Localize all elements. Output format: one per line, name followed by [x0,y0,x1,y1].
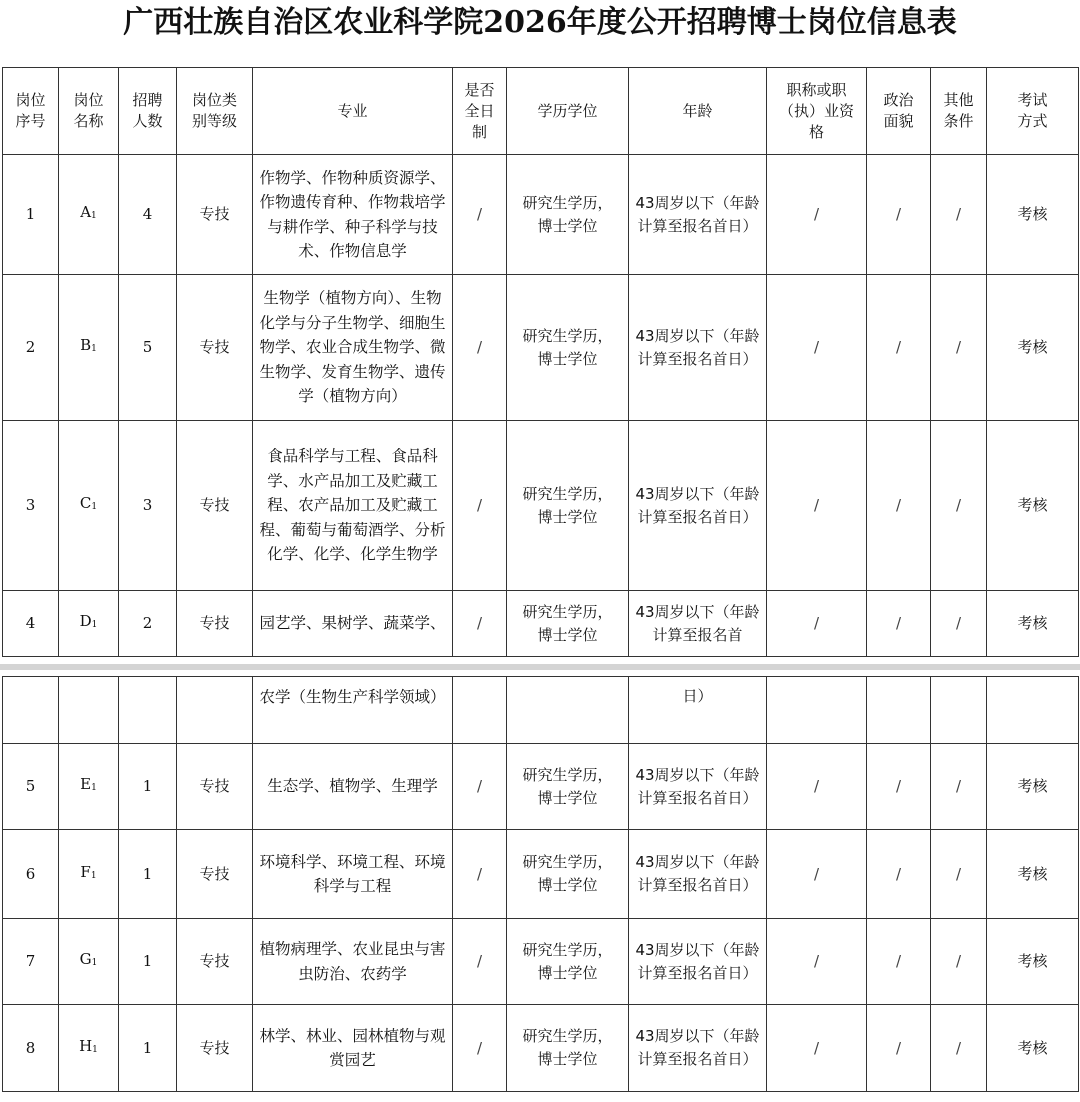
header-other: 其他条件 [931,68,987,155]
cell-fulltime: / [453,1005,507,1092]
cell-count: 5 [119,275,177,421]
cell-degree [507,275,629,421]
degree-line-2: 博士学位 [537,507,598,526]
cell-title: / [767,744,867,830]
cell-exam: 考核 [987,830,1079,919]
cell-degree [507,830,629,919]
cell-code [59,830,119,919]
cell-degree [507,744,629,830]
cell-fulltime: / [453,744,507,830]
cell-politics: / [867,155,931,275]
table-row [3,919,1079,1005]
cell-major: 植物病理学、农业昆虫与害虫防治、农药学 [253,919,453,1005]
degree-line-1: 研究生学历， [522,853,613,871]
cell-code-subscript: 1 [91,958,98,968]
degree-line-1: 研究生学历， [522,940,613,959]
cell-code [59,919,119,1005]
cell-code [59,421,119,591]
cell-other: / [931,421,987,591]
table-row [3,155,1079,275]
cell-code-letter: C [79,494,92,512]
table-row [3,275,1079,421]
cell-seq: 8 [3,1005,59,1092]
cell-age: 43周岁以下（年龄计算至报名首日） [629,744,767,830]
degree-line-1: 研究生学历， [522,484,613,503]
cell-code-subscript: 1 [91,620,98,630]
degree-line-2: 博士学位 [537,876,598,894]
cell-fulltime: / [453,275,507,421]
cell-seq: 6 [3,830,59,919]
cell-count: 1 [119,744,177,830]
cell-exam: 考核 [987,591,1079,657]
cell-exam: 考核 [987,155,1079,275]
cell-age: 43周岁以下（年龄计算至报名首日） [629,1005,767,1092]
header-exam: 考试方式 [987,68,1079,155]
cell-other: / [931,1005,987,1092]
cell-major: 作物学、作物种质资源学、作物遗传育种、作物栽培学与耕作学、种子科学与技术、作物信息学 [253,155,453,275]
degree-line-1: 研究生学历， [522,602,613,621]
cell-code [59,744,119,830]
cell-count: 2 [119,591,177,657]
cell-degree [507,1005,629,1092]
cell-politics: / [867,744,931,830]
table-row [3,1005,1079,1092]
cell-title: / [767,830,867,919]
cell-code [59,155,119,275]
cell-count: 1 [119,830,177,919]
cell-code-letter: G [79,950,92,968]
table-row [3,591,1079,657]
cell-grade: 专技 [177,1005,253,1092]
cell-politics: / [867,421,931,591]
degree-line-2: 博士学位 [537,963,598,982]
cell-code-letter: B [80,336,92,354]
cell-count: 3 [119,421,177,591]
cell-other: / [931,744,987,830]
cell-code-subscript: 1 [91,502,98,512]
header-grade: 岗位类别等级 [177,68,253,155]
cell-other: / [931,275,987,421]
cell-title: / [767,155,867,275]
cell-age: 43周岁以下（年龄计算至报名首日） [629,275,767,421]
header-name: 岗位名称 [59,68,119,155]
cell-grade: 专技 [177,155,253,275]
cell-fulltime: / [453,155,507,275]
cell-degree [507,155,629,275]
cell-exam: 考核 [987,275,1079,421]
table-row [3,421,1079,591]
header-degree: 学历学位 [507,68,629,155]
cell-other: / [931,830,987,919]
cell-fulltime: / [453,919,507,1005]
cell-politics: / [867,830,931,919]
degree-line-2: 博士学位 [537,216,598,235]
cell-other: / [931,155,987,275]
cell-exam: 考核 [987,919,1079,1005]
cell-code-subscript: 1 [92,1044,98,1055]
cell-fulltime: / [453,830,507,919]
cell-grade: 专技 [177,421,253,591]
cell-politics: / [867,591,931,657]
continuation-major: 农学（生物生产科学领域） [253,677,453,744]
cell-fulltime: / [453,591,507,657]
cell-exam: 考核 [987,1005,1079,1092]
degree-line-1: 研究生学历， [522,193,613,212]
cell-other: / [931,919,987,1005]
recruitment-table-continued [2,676,1079,1092]
cell-title: / [767,275,867,421]
cell-code-letter: F [80,862,91,881]
cell-age: 43周岁以下（年龄计算至报名首 [629,591,767,657]
table-header-row [3,68,1079,155]
cell-title: / [767,421,867,591]
cell-seq: 1 [3,155,59,275]
degree-line-1: 研究生学历， [522,1027,613,1045]
cell-politics: / [867,275,931,421]
cell-count: 1 [119,1005,177,1092]
header-politics: 政治面貌 [867,68,931,155]
cell-title: / [767,919,867,1005]
cell-code [59,275,119,421]
cell-grade: 专技 [177,744,253,830]
cell-exam: 考核 [987,744,1079,830]
cell-grade: 专技 [177,591,253,657]
cell-age: 43周岁以下（年龄计算至报名首日） [629,919,767,1005]
header-major: 专业 [253,68,453,155]
continuation-age: 日） [629,677,767,744]
cell-code [59,1005,119,1092]
cell-major: 生物学（植物方向）、生物化学与分子生物学、细胞生物学、农业合成生物学、微生物学、发育生物学、遗传学（植物方向） [253,275,453,421]
cell-degree [507,919,629,1005]
cell-code-subscript: 1 [91,783,97,793]
cell-seq: 5 [3,744,59,830]
cell-grade: 专技 [177,830,253,919]
degree-line-2: 博士学位 [537,625,598,644]
header-count: 招聘人数 [119,68,177,155]
degree-line-2: 博士学位 [537,349,598,368]
degree-line-2: 博士学位 [537,1050,598,1068]
header-age: 年龄 [629,68,767,155]
cell-code-letter: D [79,612,92,630]
page-separator [0,664,1080,670]
header-title: 职称或职（执）业资格 [767,68,867,155]
cell-grade: 专技 [177,919,253,1005]
cell-count: 4 [119,155,177,275]
cell-seq: 3 [3,421,59,591]
cell-code-subscript: 1 [91,344,97,354]
cell-politics: / [867,919,931,1005]
cell-fulltime: / [453,421,507,591]
degree-line-1: 研究生学历， [522,326,613,345]
cell-other: / [931,591,987,657]
page-title: 广西壮族自治区农业科学院2026年度公开招聘博士岗位信息表 [123,5,957,40]
cell-seq: 7 [3,919,59,1005]
cell-age: 43周岁以下（年龄计算至报名首日） [629,830,767,919]
cell-code-subscript: 1 [91,211,97,221]
cell-major: 生态学、植物学、生理学 [253,744,453,830]
continuation-row [3,677,1079,744]
header-fulltime: 是否全日制 [453,68,507,155]
cell-title: / [767,591,867,657]
cell-politics: / [867,1005,931,1092]
cell-count: 1 [119,919,177,1005]
table-row [3,744,1079,830]
cell-exam: 考核 [987,421,1079,591]
cell-major: 环境科学、环境工程、环境科学与工程 [253,830,453,919]
cell-code-letter: A [80,203,92,221]
cell-code-letter: H [79,1036,93,1055]
cell-code [59,591,119,657]
header-seq: 岗位序号 [3,68,59,155]
cell-title: / [767,1005,867,1092]
cell-major: 林学、林业、园林植物与观赏园艺 [253,1005,453,1092]
cell-degree [507,421,629,591]
cell-age: 43周岁以下（年龄计算至报名首日） [629,421,767,591]
cell-grade: 专技 [177,275,253,421]
cell-seq: 4 [3,591,59,657]
table-row [3,830,1079,919]
degree-line-1: 研究生学历， [522,765,613,784]
cell-major: 食品科学与工程、食品科学、水产品加工及贮藏工程、农产品加工及贮藏工程、葡萄与葡萄酒学、分析化学、化学、化学生物学 [253,421,453,591]
cell-age: 43周岁以下（年龄计算至报名首日） [629,155,767,275]
cell-code-subscript: 1 [90,870,97,881]
cell-major: 园艺学、果树学、蔬菜学、 [253,591,453,657]
recruitment-table [2,67,1079,657]
degree-line-2: 博士学位 [537,788,598,807]
cell-code-letter: E [80,775,92,793]
cell-degree [507,591,629,657]
cell-seq: 2 [3,275,59,421]
